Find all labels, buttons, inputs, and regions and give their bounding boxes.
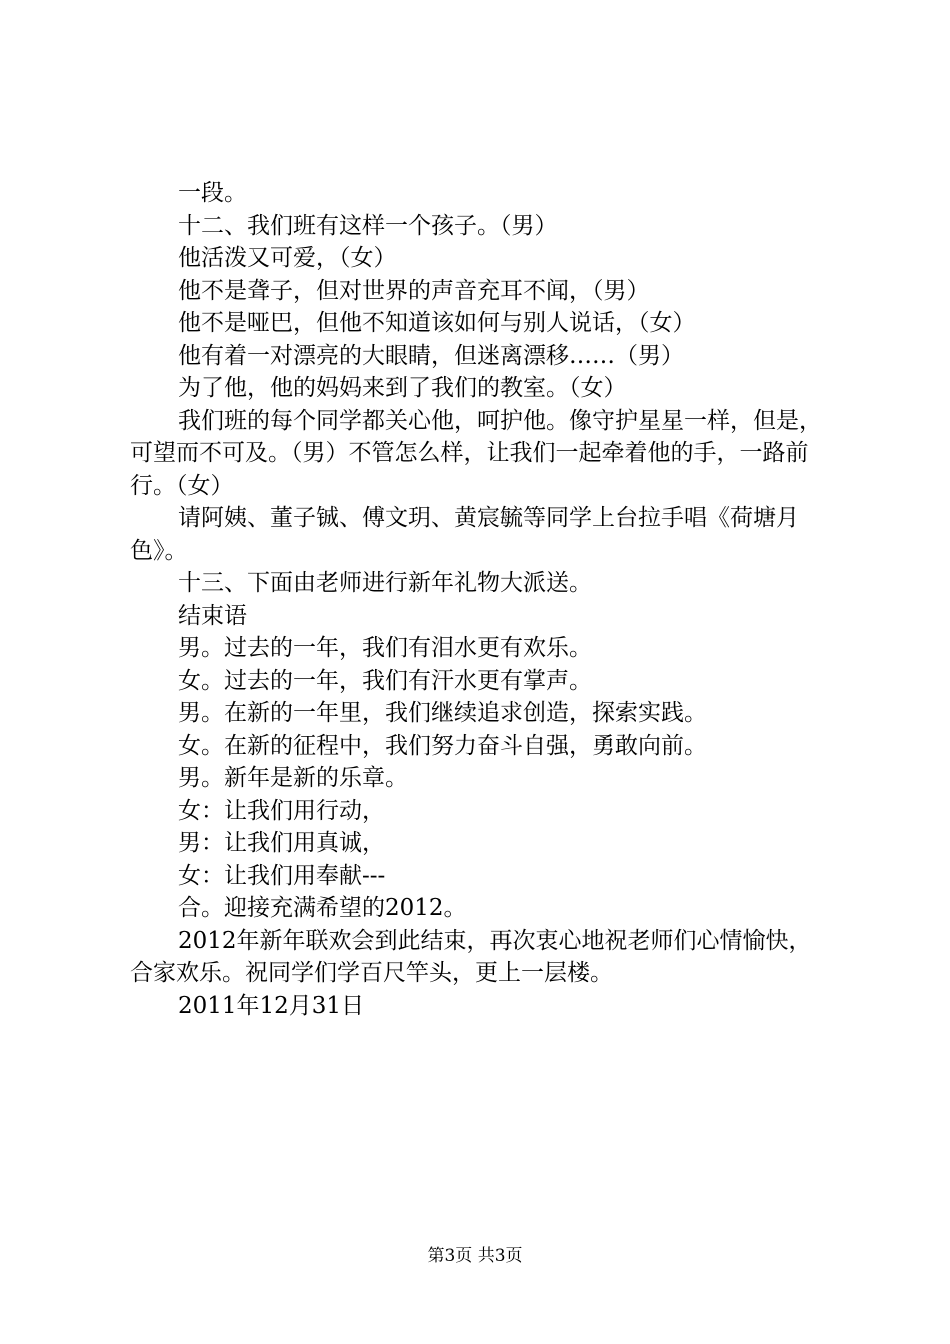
paragraph: 女。过去的一年，我们有汗水更有掌声。 — [178, 667, 592, 694]
paragraph: 女。在新的征程中，我们努力奋斗自强，勇敢向前。 — [178, 732, 707, 759]
paragraph: 女：让我们用奉献--- — [178, 862, 386, 889]
paragraph: 他不是聋子，但对世界的声音充耳不闻，（男） — [178, 277, 650, 304]
paragraph: 一段。 — [178, 180, 247, 206]
paragraph: 合。迎接充满希望的2012。 — [178, 895, 467, 921]
document-date: 2011年12月31日 — [178, 992, 365, 1019]
paragraph: 十三、下面由老师进行新年礼物大派送。 — [178, 570, 592, 596]
paragraph: 他有着一对漂亮的大眼睛，但迷离漂移……（男） — [178, 342, 684, 369]
document-body — [130, 177, 830, 1022]
paragraph: 男。新年是新的乐章。 — [178, 765, 408, 791]
paragraph: 请阿姨、董子铖、傅文玥、黄宸毓等同学上台拉手唱《荷塘月色》。 — [130, 505, 799, 564]
paragraph: 男。过去的一年，我们有泪水更有欢乐。 — [178, 635, 592, 661]
paragraph: 他活泼又可爱，（女） — [178, 245, 397, 271]
paragraph: 男：让我们用真诚， — [178, 830, 385, 856]
page-number-footer: 第3页 共3页 — [427, 1246, 523, 1266]
section-heading: 结束语 — [178, 602, 247, 629]
paragraph: 我们班的每个同学都关心他，呵护他。像守护星星一样，但是，可望而不可及。（男）不管怎么样，让我们一起牵着他的手，一路前行。（女） — [130, 407, 822, 499]
paragraph: 十二、我们班有这样一个孩子。（男） — [178, 212, 558, 239]
paragraph: 他不是哑巴，但他不知道该如何与别人说话，（女） — [178, 310, 696, 336]
paragraph: 为了他，他的妈妈来到了我们的教室。（女） — [178, 375, 627, 401]
paragraph: 男。在新的一年里，我们继续追求创造，探索实践。 — [178, 700, 707, 726]
paragraph: 女：让我们用行动， — [178, 797, 385, 824]
paragraph: 2012年新年联欢会到此结束，再次衷心地祝老师们心情愉快，合家欢乐。祝同学们学百尺竿头，更上一层楼。 — [130, 927, 812, 986]
